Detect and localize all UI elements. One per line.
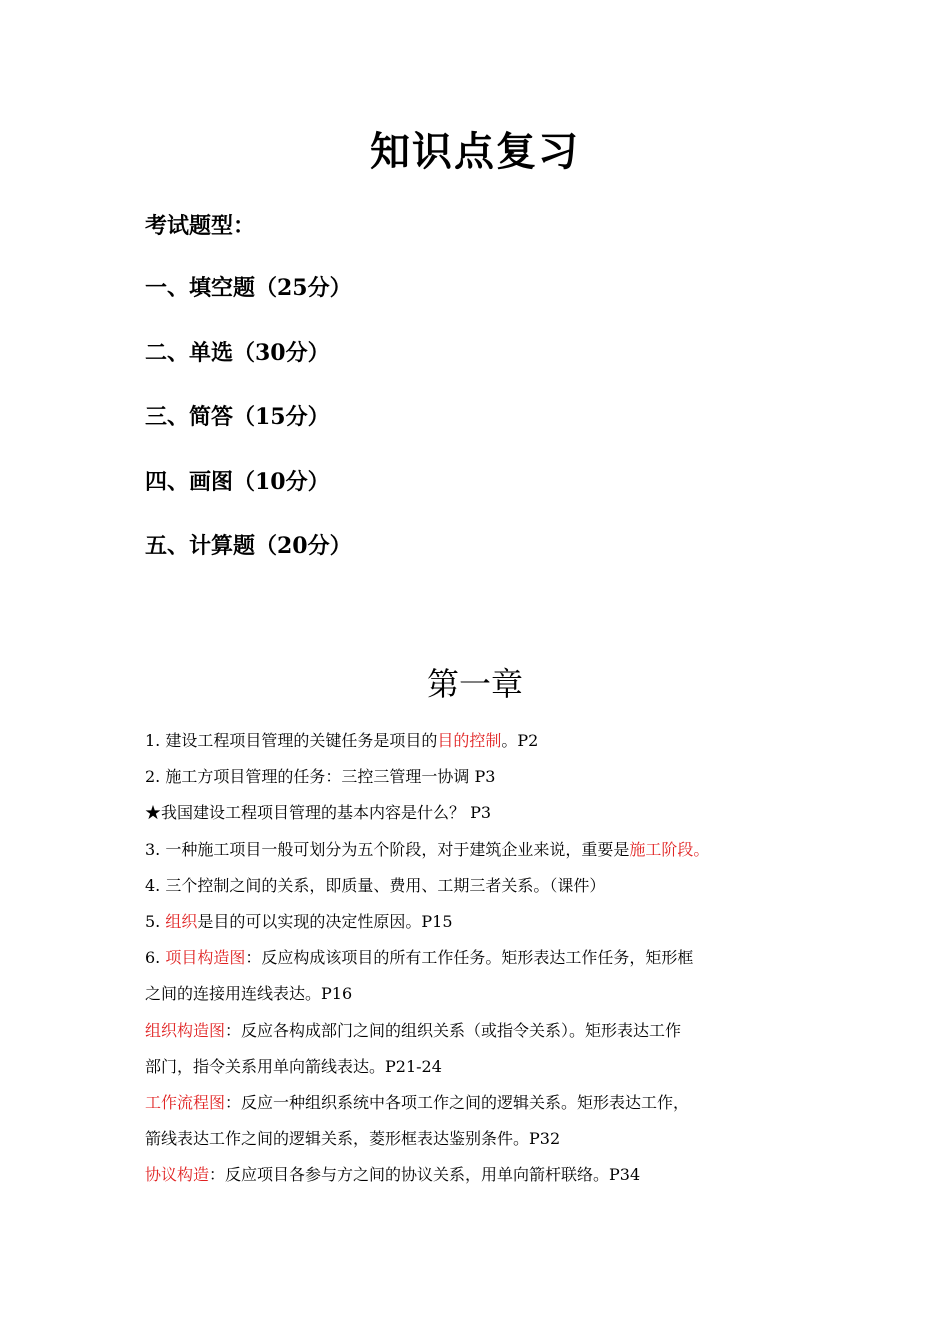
note-line <box>145 904 825 940</box>
note-text: 之间的连接用连线表达。P16 <box>145 984 353 1004</box>
note-text: 3. 一种施工项目一般可划分为五个阶段，对于建筑企业来说，重要是 <box>145 839 630 859</box>
note-line <box>145 1121 825 1157</box>
note-text: 是目的可以实现的决定性原因。P15 <box>197 911 453 931</box>
highlighted-term: 组织构造图 <box>145 1020 226 1040</box>
note-line <box>145 795 825 831</box>
note-text: ：反应构成该项目的所有工作任务。矩形表达工作任务，矩形框 <box>245 948 694 968</box>
note-line <box>145 868 825 904</box>
highlighted-term: 协议构造 <box>145 1165 210 1185</box>
note-text: ★我国建设工程项目管理的基本内容是什么？ P3 <box>145 803 492 823</box>
note-line <box>145 1013 825 1049</box>
exam-types-list <box>145 268 352 591</box>
note-line <box>145 759 825 795</box>
note-line <box>145 1157 825 1193</box>
note-text: ：反应各构成部门之间的组织关系（或指令关系）。矩形表达工作 <box>225 1020 682 1040</box>
exam-type-item: 三、简答（15分） <box>145 404 330 430</box>
chapter-notes <box>145 723 825 1193</box>
note-text: 4. 三个控制之间的关系，即质量、费用、工期三者关系。（课件） <box>145 875 606 895</box>
note-text: 箭线表达工作之间的逻辑关系，菱形框表达鉴别条件。P32 <box>145 1129 561 1149</box>
highlighted-term: 施工阶段。 <box>629 839 710 859</box>
note-line <box>145 1085 825 1121</box>
note-text: ：反应项目各参与方之间的协议关系，用单向箭杆联络。P34 <box>209 1165 641 1185</box>
note-line <box>145 832 825 868</box>
exam-type-item: 四、画图（10分） <box>145 468 330 495</box>
highlighted-term: 项目构造图 <box>165 948 246 968</box>
exam-type-item: 二、单选（30分） <box>145 339 330 366</box>
note-text: 5. <box>145 911 166 931</box>
note-line <box>145 1049 825 1085</box>
highlighted-term: 工作流程图 <box>145 1092 226 1112</box>
note-text: 1. 建设工程项目管理的关键任务是项目的 <box>145 731 438 750</box>
note-text: 部门，指令关系用单向箭线表达。P21-24 <box>145 1056 442 1076</box>
exam-types-heading: 考试题型： <box>145 213 256 239</box>
note-line <box>145 976 825 1012</box>
chapter-title: 第一章 <box>426 665 523 703</box>
highlighted-term: 目的控制 <box>437 731 502 750</box>
page-title: 知识点复习 <box>370 128 580 175</box>
note-text: 6. <box>145 948 166 968</box>
note-line <box>145 723 825 759</box>
note-line <box>145 940 825 976</box>
exam-type-item: 五、计算题（20分） <box>145 533 352 559</box>
note-text: ：反应一种组织系统中各项工作之间的逻辑关系。矩形表达工作， <box>225 1092 690 1112</box>
highlighted-term: 组织 <box>165 911 198 931</box>
note-text: 。P2 <box>501 731 539 750</box>
exam-type-item: 一、填空题（25分） <box>145 275 352 301</box>
note-text: 2. 施工方项目管理的任务：三控三管理一协调 P3 <box>145 767 496 787</box>
